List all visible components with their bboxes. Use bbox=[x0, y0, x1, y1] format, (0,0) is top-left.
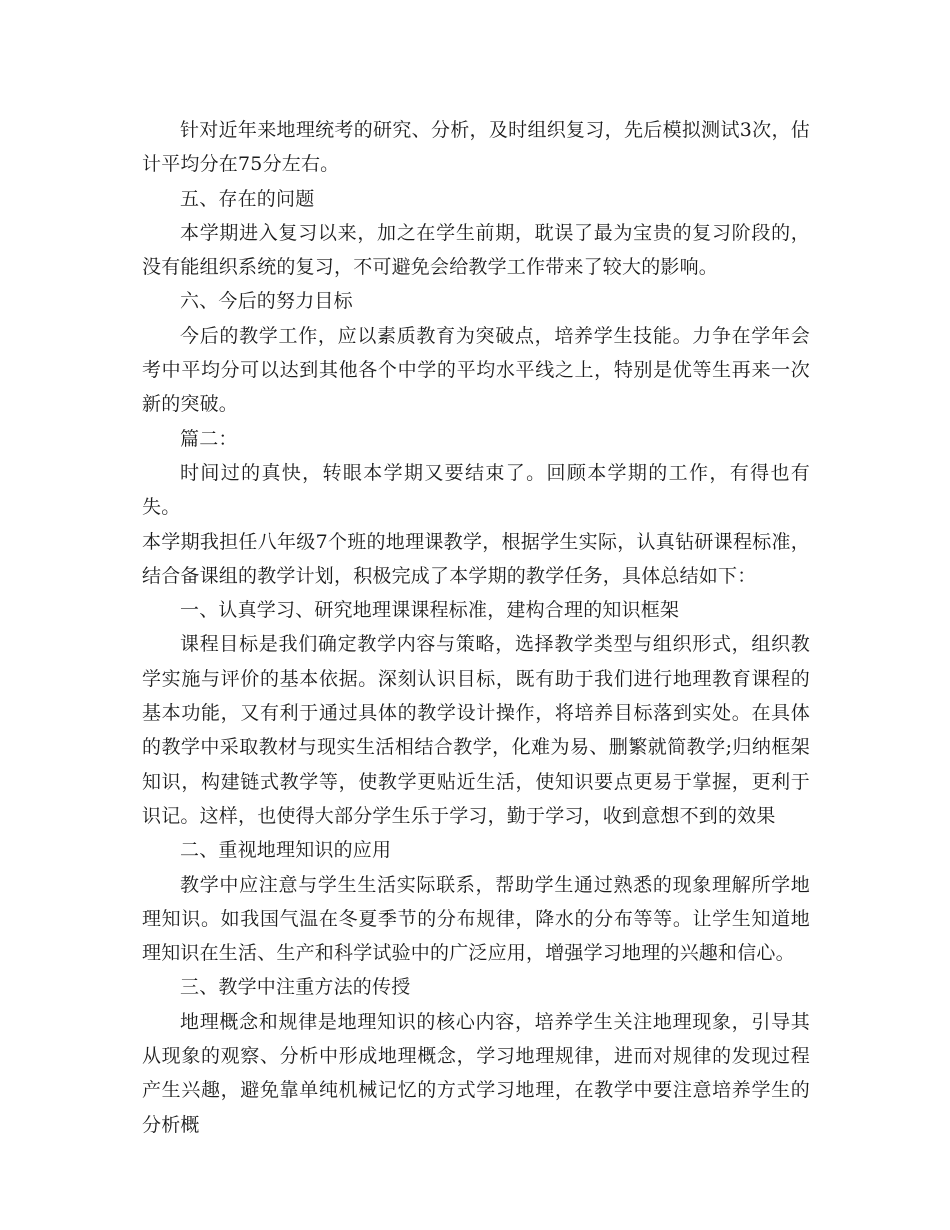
heading-existing-problems: 五、存在的问题 bbox=[180, 187, 315, 210]
heading-curriculum-standards: 一、认真学习、研究地理课课程标准，建构合理的知识框架 bbox=[180, 599, 680, 622]
paragraph-review-summary: 针对近年来地理统考的研究、分析，及时组织复习，先后模拟测试3次，估计平均分在75分左右。 bbox=[142, 119, 810, 176]
paragraph-knowledge-application: 教学中应注意与学生生活实际联系，帮助学生通过熟悉的现象理解所学地理知识。如我国气温在冬夏季节的分布规律，降水的分布等等。让学生知道地理知识在生活、生产和科学试验中的广泛应用，增强学习地理的兴趣和信心。 bbox=[142, 873, 810, 965]
heading-part-two: 篇二： bbox=[180, 427, 238, 450]
paragraph-problems: 本学期进入复习以来，加之在学生前期，耽误了最为宝贵的复习阶段的，没有能组织系统的复习，不可避免会给教学工作带来了较大的影响。 bbox=[142, 221, 810, 279]
paragraph-teaching-methods: 地理概念和规律是地理知识的核心内容，培养学生关注地理现象，引导其从现象的观察、分析中形成地理概念，学习地理规律，进而对规律的发现过程产生兴趣，避免靠单纯机械记忆的方式学习地理，在教学中要注意培养学生的分析概 bbox=[142, 1010, 810, 1136]
paragraph-curriculum-goals: 课程目标是我们确定教学内容与策略，选择教学类型与组织形式，组织教学实施与评价的基本依据。深刻认识目标，既有助于我们进行地理教育课程的基本功能，又有利于通过具体的教学设计操作，将培养目标落到实处。在具体的教学中采取教材与现实生活相结合教学，化难为易、删繁就简教学;归纳框架知识，构建链式教学等，使教学更贴近生活，使知识要点更易于掌握，更利于识记。这样，也使得大部分学生乐于学习，勤于学习，收到意想不到的效果 bbox=[142, 633, 810, 827]
heading-knowledge-application: 二、重视地理知识的应用 bbox=[180, 839, 392, 862]
paragraph-teaching-overview: 本学期我担任八年级7个班的地理课教学，根据学生实际，认真钻研课程标准，结合备课组的教学计划，积极完成了本学期的教学任务，具体总结如下： bbox=[142, 530, 810, 587]
paragraph-intro: 时间过的真快，转眼本学期又要结束了。回顾本学期的工作，有得也有失。 bbox=[142, 461, 810, 519]
heading-teaching-methods: 三、教学中注重方法的传授 bbox=[180, 976, 411, 999]
paragraph-future-goals: 今后的教学工作，应以素质教育为突破点，培养学生技能。力争在学年会考中平均分可以达到其他各个中学的平均水平线之上，特别是优等生再来一次新的突破。 bbox=[142, 324, 810, 416]
heading-future-goals: 六、今后的努力目标 bbox=[180, 290, 353, 313]
document-body bbox=[142, 113, 810, 1142]
